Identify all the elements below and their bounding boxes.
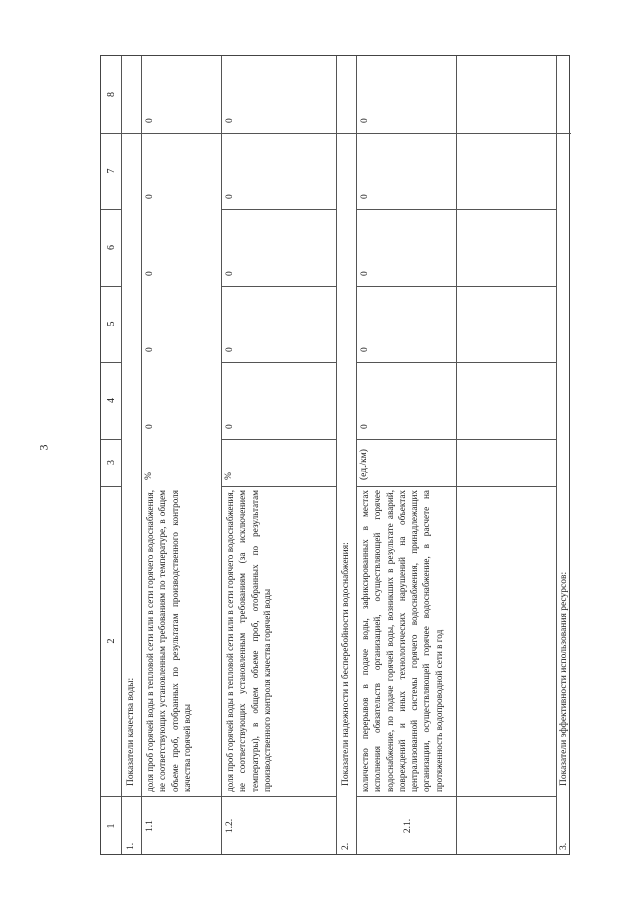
row-2-1-value-8: 0: [360, 118, 370, 123]
section-2-title: Показатели надежности и бесперебойности водоснабжения:: [341, 542, 351, 786]
row-2-1-value-7: 0: [360, 194, 370, 199]
indicators-table: [100, 55, 570, 855]
section-1-title: Показатели качества воды:: [126, 677, 136, 786]
section-1-number: 1.: [126, 842, 136, 850]
row-1-2-value-4: 0: [225, 424, 235, 429]
row-2-1-value-4: 0: [360, 424, 370, 429]
section-3-number: 3.: [558, 842, 569, 850]
row-1-2-value-6: 0: [225, 271, 235, 276]
row-1-2-name: доля проб горячей воды в тепловой сети или в сети горячего водоснабжения, не соответствующих установленным требованиям (за исключением температуры), в общем объеме проб, отобранных по результатам производственного контроля качества горячей воды: [225, 490, 272, 792]
section-2-number: 2.: [341, 842, 351, 850]
page-number: 3: [36, 444, 51, 451]
row-1-2-value-8: 0: [225, 118, 235, 123]
row-1-2-number: 1.2.: [225, 818, 235, 834]
row-2-1-name: количество перерывов в подаче воды, зафиксированных в местах исполнения обязательств организацией, осуществляющей горячее водоснабжение, по подаче горячей воды, возникших в результате аварий, повреждений и иных технологических нарушений на объектах централизованной системы горячего водоснабжения, принадлежащих организации, осуществляющей горячее водоснабжение, в расчете на протяженность водопроводной сети в год: [360, 490, 444, 792]
row-1-1-name: доля проб горячей воды в тепловой сети или в сети горячего водоснабжения, не соответствующих установленным требованиям по температуре, в общем объеме проб, отобранных по результатам производственного контроля качества горячей воды: [145, 490, 192, 792]
column-header-6: 6: [105, 245, 117, 250]
section-3-title: Показатели эффективности использования ресурсов:: [558, 571, 569, 786]
row-2-1-value-5: 0: [360, 347, 370, 352]
row-1-2-unit: %: [224, 472, 234, 480]
row-1-1-number: 1.1: [145, 820, 155, 832]
row-2-1-value-6: 0: [360, 271, 370, 276]
column-header-5: 5: [105, 321, 117, 327]
row-1-1-value-4: 0: [145, 424, 155, 429]
column-header-7: 7: [105, 168, 117, 174]
row-1-1-value-8: 0: [145, 118, 155, 123]
row-1-1-value-5: 0: [145, 347, 155, 352]
row-2-1-number: 2.1.: [403, 818, 413, 834]
row-1-1-value-7: 0: [145, 194, 155, 199]
column-header-8: 8: [105, 92, 117, 97]
column-header-2: 2: [105, 638, 117, 644]
column-header-3: 3: [105, 460, 117, 465]
row-1-1-unit: %: [144, 472, 154, 480]
row-1-1-value-6: 0: [145, 271, 155, 276]
row-2-1-unit: (ед./км): [359, 449, 369, 480]
column-header-1: 1: [105, 823, 117, 829]
column-header-4: 4: [105, 398, 117, 403]
row-1-2-value-5: 0: [225, 347, 235, 352]
row-1-2-value-7: 0: [225, 194, 235, 199]
